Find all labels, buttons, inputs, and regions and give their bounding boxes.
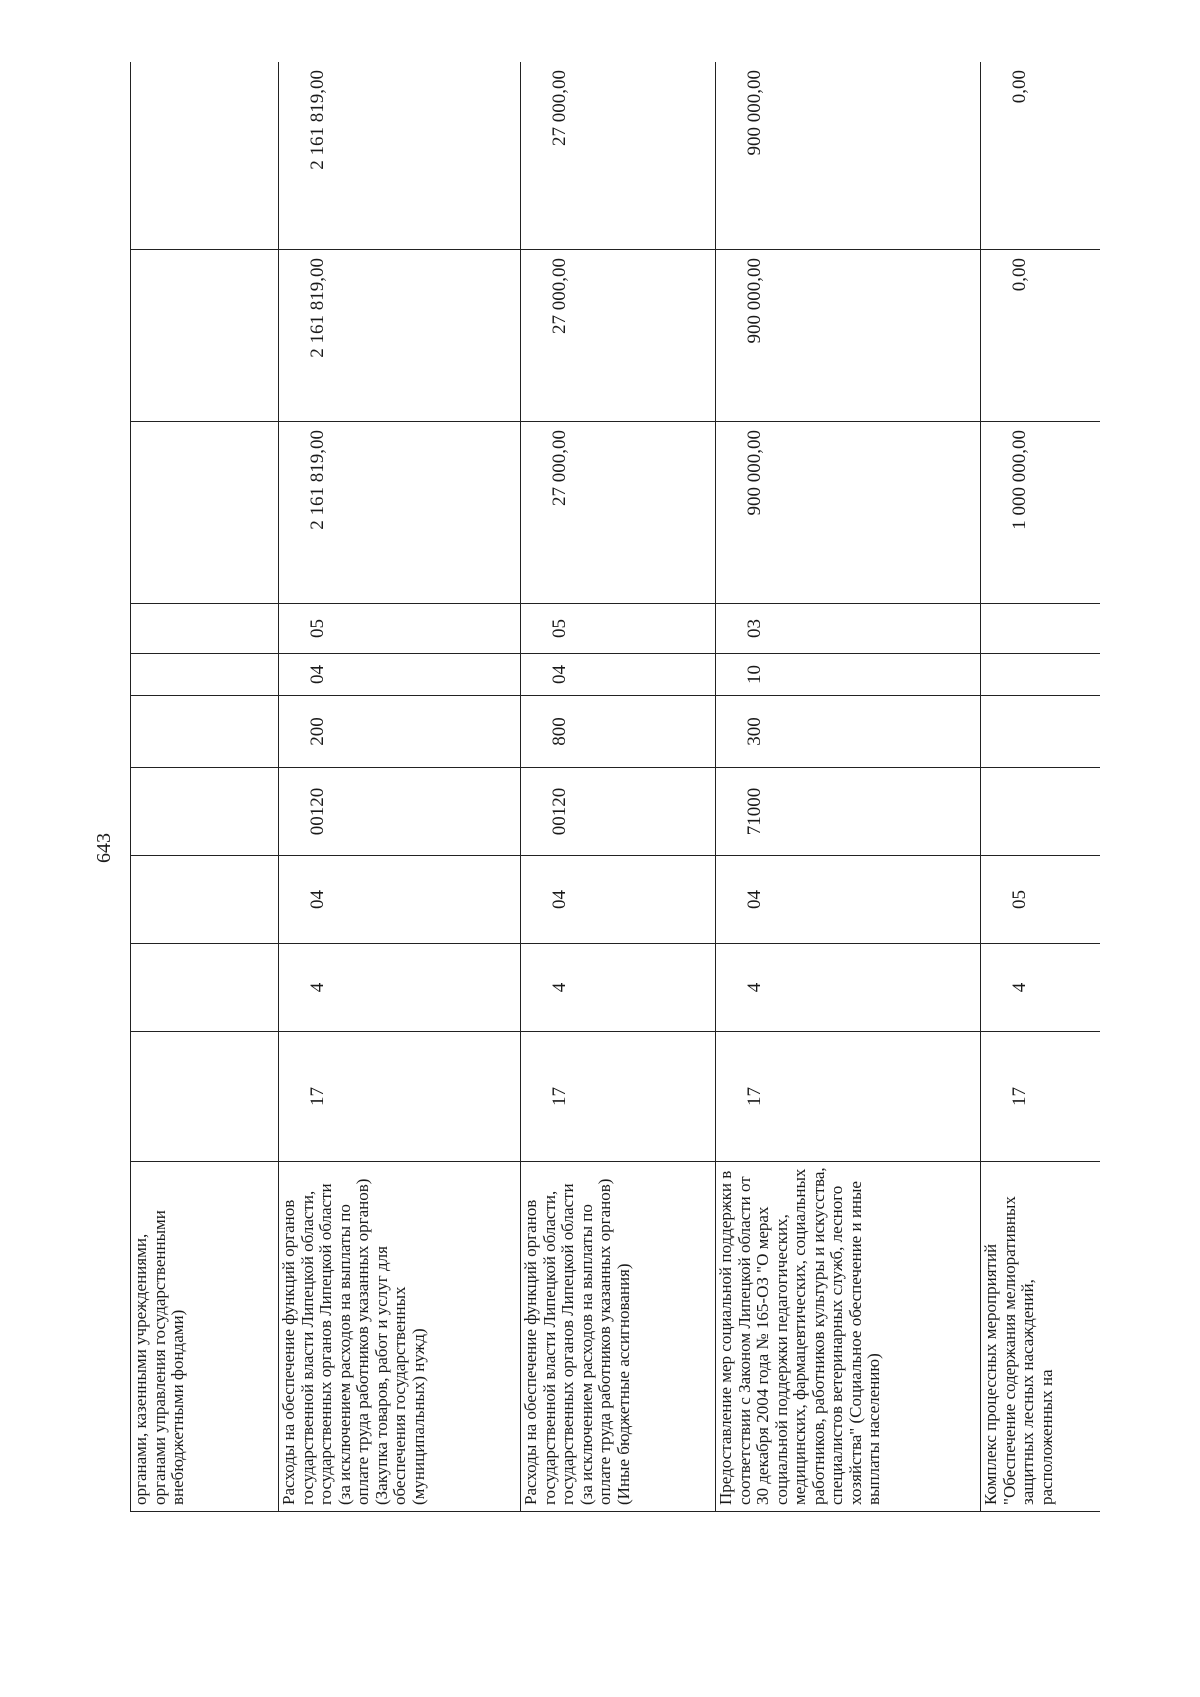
- gr-cell: 17: [279, 1032, 521, 1162]
- csr-cell: 71000: [716, 768, 981, 856]
- code-cell-2: 05: [521, 604, 716, 654]
- amount-2-cell: 27 000,00: [521, 250, 716, 422]
- amount-1-cell: 1 000 000,00: [981, 422, 1101, 604]
- vr-cell: 200: [279, 696, 521, 768]
- amount-1-cell: 2 161 819,00: [279, 422, 521, 604]
- vr-cell: 800: [521, 696, 716, 768]
- amount-1-cell: [131, 422, 279, 604]
- code-cell-1: 04: [279, 654, 521, 696]
- code-cell-2: [131, 604, 279, 654]
- csr-cell: 00120: [521, 768, 716, 856]
- code-cell-1: 10: [716, 654, 981, 696]
- pr-cell: 04: [716, 856, 981, 944]
- amount-1-cell: 900 000,00: [716, 422, 981, 604]
- vr-cell: [981, 696, 1101, 768]
- table-row: [981, 62, 1101, 1512]
- table-row: [521, 62, 716, 1512]
- budget-table: [130, 62, 1100, 1512]
- csr-cell: [131, 768, 279, 856]
- row-description: Расходы на обеспечение функций органов государственной власти Липецкой области, государственных органов Липецкой области (за исключением расходов на выплаты по оплате труда работников указанных органов) (Закупка товаров, работ и услуг для обеспечения государственных (муниципальных) нужд): [279, 1162, 521, 1512]
- amount-2-cell: 0,00: [981, 250, 1101, 422]
- page-number: 643: [93, 833, 115, 863]
- gr-cell: 17: [521, 1032, 716, 1162]
- rz-cell: 4: [279, 944, 521, 1032]
- amount-1-cell: 27 000,00: [521, 422, 716, 604]
- table-row: [716, 62, 981, 1512]
- row-description: органами, казенными учреждениями, органами управления государственными внебюджетными фондами): [131, 1162, 279, 1512]
- rz-cell: 4: [716, 944, 981, 1032]
- rz-cell: 4: [521, 944, 716, 1032]
- gr-cell: [131, 1032, 279, 1162]
- amount-3-cell: 0,00: [981, 62, 1101, 250]
- code-cell-1: [981, 654, 1101, 696]
- code-cell-2: 05: [279, 604, 521, 654]
- gr-cell: 17: [981, 1032, 1101, 1162]
- table-row: [131, 62, 279, 1512]
- amount-2-cell: 2 161 819,00: [279, 250, 521, 422]
- csr-cell: [981, 768, 1101, 856]
- row-description: Комплекс процессных мероприятий "Обеспечение содержания мелиоративных защитных лесных насаждений, расположенных на: [981, 1162, 1101, 1512]
- table-row: [279, 62, 521, 1512]
- amount-2-cell: 900 000,00: [716, 250, 981, 422]
- pr-cell: [131, 856, 279, 944]
- row-description: Предоставление мер социальной поддержки в соответствии с Законом Липецкой области от 30 декабря 2004 года № 165-ОЗ "О мерах социальной поддержки педагогических, медицинских, фармацевтических, социальных работников, работников культуры и искусства, специалистов ветеринарных служб, лесного хозяйства" (Социальное обеспечение и иные выплаты населению): [716, 1162, 981, 1512]
- amount-3-cell: 2 161 819,00: [279, 62, 521, 250]
- amount-3-cell: [131, 62, 279, 250]
- amount-3-cell: 900 000,00: [716, 62, 981, 250]
- rz-cell: 4: [981, 944, 1101, 1032]
- table-container: [130, 62, 1100, 1512]
- code-cell-1: 04: [521, 654, 716, 696]
- gr-cell: 17: [716, 1032, 981, 1162]
- amount-3-cell: 27 000,00: [521, 62, 716, 250]
- pr-cell: 04: [521, 856, 716, 944]
- code-cell-2: 03: [716, 604, 981, 654]
- row-description: Расходы на обеспечение функций органов государственной власти Липецкой области, государственных органов Липецкой области (за исключением расходов на выплаты по оплате труда работников указанных органов) (Иные бюджетные ассигнования): [521, 1162, 716, 1512]
- rotated-table-frame: [130, 62, 1100, 1512]
- vr-cell: [131, 696, 279, 768]
- code-cell-1: [131, 654, 279, 696]
- pr-cell: 04: [279, 856, 521, 944]
- rz-cell: [131, 944, 279, 1032]
- amount-2-cell: [131, 250, 279, 422]
- csr-cell: 00120: [279, 768, 521, 856]
- vr-cell: 300: [716, 696, 981, 768]
- pr-cell: 05: [981, 856, 1101, 944]
- code-cell-2: [981, 604, 1101, 654]
